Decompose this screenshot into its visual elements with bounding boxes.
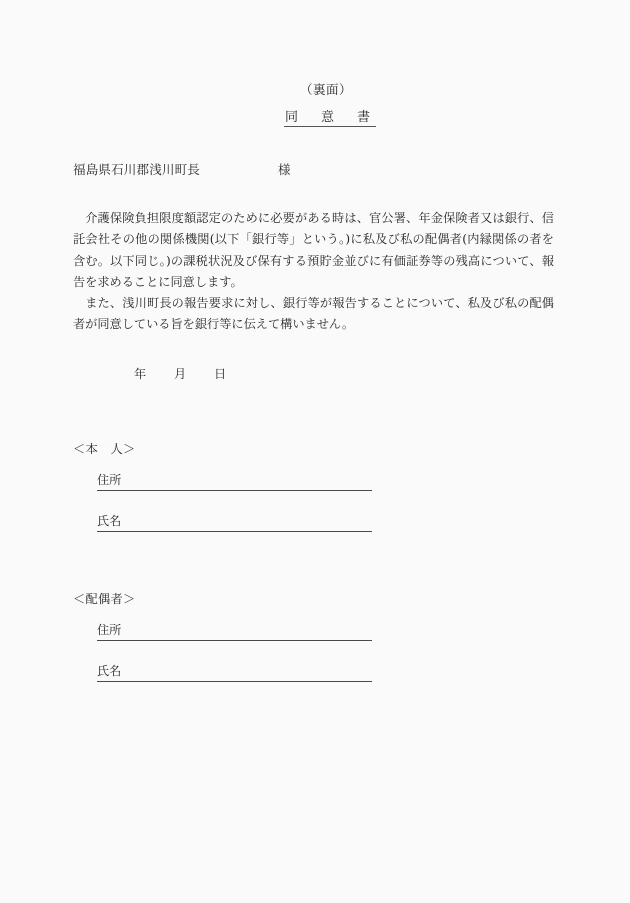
consent-body [73,208,554,336]
date-day-label: 日 [214,367,227,381]
document-title [0,106,630,127]
spouse-name-rule [97,681,372,682]
person-name-label: 氏名 [97,514,122,528]
signature-section-spouse [73,590,373,679]
signature-section-person [73,440,373,529]
spouse-name-label: 氏名 [97,664,122,678]
document-title-text: 同 意 書 [284,106,376,127]
person-address-field[interactable] [97,471,372,488]
date-year-label: 年 [134,367,147,381]
person-name-field[interactable] [97,512,372,529]
date-month-label: 月 [174,367,187,381]
addressee-line [73,160,291,178]
person-address-label: 住所 [97,473,122,487]
spouse-address-rule [97,640,372,641]
addressee-honorific: 様 [278,162,291,177]
signature-section-spouse-heading: ＜配偶者＞ [73,592,136,606]
spouse-address-label: 住所 [97,623,122,637]
signature-section-person-heading: ＜本 人＞ [73,442,136,456]
spouse-name-field[interactable] [97,662,372,679]
spouse-address-field[interactable] [97,621,372,638]
page-side-label-text: （裏面） [299,82,352,97]
date-entry-line[interactable] [134,365,226,382]
consent-paragraph-2: また、浅川町長の報告要求に対し、銀行等が報告することについて、私及び私の配偶者が同意している旨を銀行等に伝えて構いません。 [73,296,554,332]
consent-paragraph-1: 介護保険負担限度額認定のために必要がある時は、官公署、年金保険者又は銀行、信託会社その他の関係機関(以下「銀行等」という。)に私及び私の配偶者(内縁関係の者を含む。以下同じ。)の課税状況及び保有する預貯金並びに有価証券等の残高について、報告を求めることに同意します。 [73,211,554,289]
addressee-name: 福島県石川郡浅川町長 [73,162,201,177]
person-name-rule [97,531,372,532]
page-side-label [0,80,630,98]
person-address-rule [97,490,372,491]
